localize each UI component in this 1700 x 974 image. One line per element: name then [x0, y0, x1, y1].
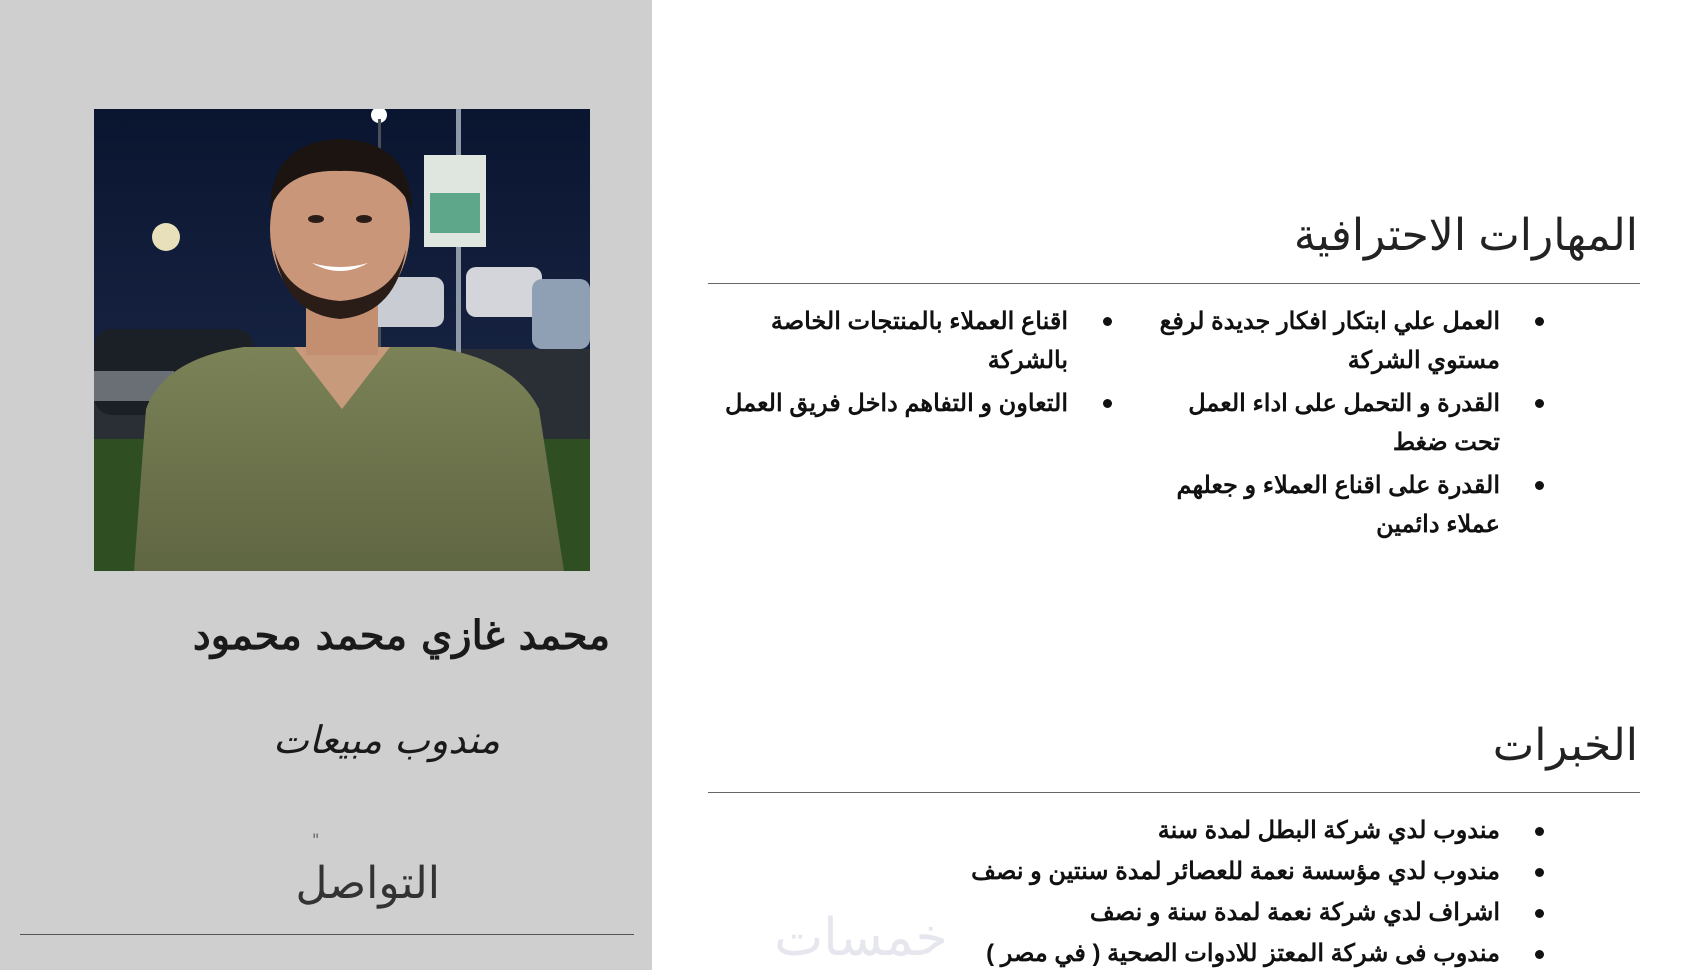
profile-sidebar [0, 0, 652, 970]
list-item: مندوب لدي مؤسسة نعمة للعصائر لمدة سنتين و نصف [808, 851, 1548, 892]
list-item: مندوب فى شركة المعتز للادوات الصحية ( في مصر ) [808, 933, 1548, 974]
skills-list-left [716, 302, 1116, 427]
list-item: اشراف لدي شركة نعمة لمدة سنة و نصف [808, 892, 1548, 933]
job-title: مندوب مبيعات [273, 718, 500, 762]
quote-mark: " [312, 830, 320, 849]
list-item: مندوب لدي شركة البطل لمدة سنة [808, 810, 1548, 851]
contact-heading: التواصل [295, 859, 440, 908]
skills-divider [708, 283, 1640, 284]
profile-photo-image [94, 109, 590, 571]
person-name: محمد غازي محمد محمود [192, 612, 610, 659]
list-item: التعاون و التفاهم داخل فريق العمل [716, 384, 1116, 423]
list-item: القدرة و التحمل على اداء العمل تحت ضغط [1146, 384, 1548, 462]
experience-heading: الخبرات [1492, 721, 1638, 770]
list-item: القدرة على اقناع العملاء و جعلهم عملاء دائمين [1146, 466, 1548, 544]
experience-divider [708, 792, 1640, 793]
skills-heading: المهارات الاحترافية [1293, 211, 1638, 260]
profile-photo [94, 109, 590, 571]
contact-divider [20, 934, 634, 935]
list-item: اقناع العملاء بالمنتجات الخاصة بالشركة [716, 302, 1116, 380]
watermark-logo: خمسات [774, 908, 948, 968]
skills-list-right [1146, 302, 1548, 548]
list-item: العمل علي ابتكار افكار جديدة لرفع مستوي الشركة [1146, 302, 1548, 380]
